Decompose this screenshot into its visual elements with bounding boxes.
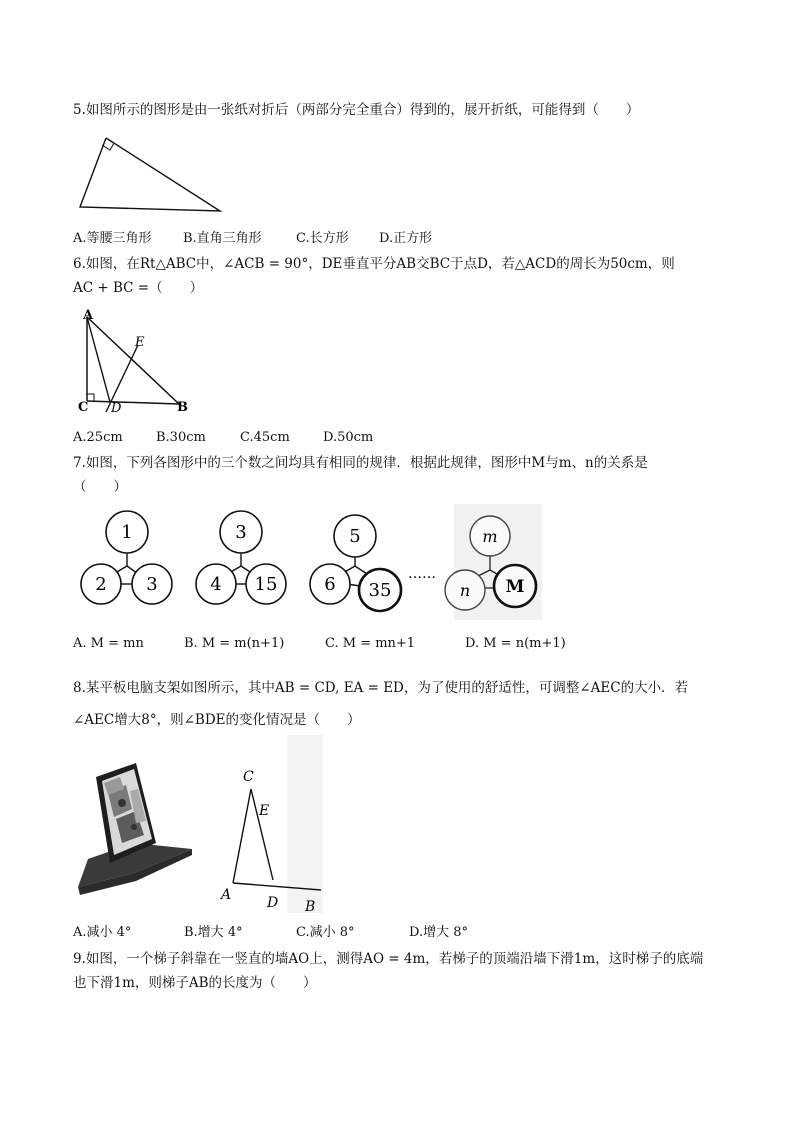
q7-f3-top: 5 (349, 526, 361, 547)
q7-f4-right: M (505, 577, 525, 597)
q6-label-d: D (111, 401, 122, 416)
q7-f2-left: 4 (210, 574, 222, 595)
q7-ellipsis: …… (408, 566, 436, 582)
q7-option-b[interactable]: B. M = m(n+1) (184, 636, 285, 651)
q8-label-e: E (259, 803, 270, 819)
q8-stem-line2: ∠AEC增大8°，则∠BDE的变化情况是（ ） (73, 712, 361, 728)
q7-f3-right: 35 (368, 580, 392, 601)
q7-circles-figure (76, 504, 546, 622)
q8-stem-line1: 8.某平板电脑支架如图所示，其中AB = CD, EA = ED，为了使用的舒适性，可调整∠AEC的大小．若 (73, 680, 689, 696)
q7-figure-2 (196, 511, 286, 604)
q8-label-d: D (267, 895, 279, 911)
q7-option-d[interactable]: D. M = n(m+1) (465, 636, 566, 651)
q9-stem-line1: 9.如图，一个梯子斜靠在一竖直的墙AO上，测得AO = 4m，若梯子的顶端沿墙下滑1m，这时梯子的底端 (73, 951, 704, 967)
q7-f1-left: 2 (95, 574, 107, 595)
q6-option-d[interactable]: D.50cm (323, 430, 374, 445)
q8-label-a: A (221, 887, 232, 903)
q6-label-b: B (177, 400, 188, 415)
q6-option-a[interactable]: A.25cm (73, 430, 123, 445)
q5-right-triangle-figure (74, 132, 234, 218)
q5-stem: 5.如图所示的图形是由一张纸对折后（两部分完全重合）得到的，展开折纸，可能得到（ ） (73, 102, 640, 118)
q7-f4-top: m (482, 527, 498, 546)
q8-scan-panel (287, 735, 323, 913)
q8-tablet-stand-photo (74, 755, 196, 905)
q6-option-c[interactable]: C.45cm (240, 430, 290, 445)
q7-f3-left: 6 (324, 574, 336, 595)
q7-option-a[interactable]: A. M = mn (73, 636, 144, 651)
q7-figure-3 (310, 515, 401, 611)
q7-option-c[interactable]: C. M = mn+1 (325, 636, 416, 651)
q8-label-c: C (243, 769, 254, 785)
q5-option-d[interactable]: D.正方形 (379, 231, 433, 246)
q5-option-b[interactable]: B.直角三角形 (183, 231, 262, 246)
q6-triangle-figure (73, 305, 198, 417)
q8-geometry-figure (215, 735, 325, 915)
q5-option-a[interactable]: A.等腰三角形 (73, 231, 152, 246)
q6-label-a: A (83, 308, 94, 323)
q7-stem-line2: （ ） (73, 479, 127, 495)
q6-option-b[interactable]: B.30cm (156, 430, 206, 445)
q7-f2-right: 15 (254, 574, 278, 595)
q7-figure-1 (81, 511, 172, 604)
q6-label-e: E (135, 335, 145, 350)
q8-option-b[interactable]: B.增大 4° (184, 925, 243, 940)
q7-f4-left: n (459, 581, 471, 600)
q6-stem-line2: AC + BC =（ ） (73, 280, 204, 296)
q8-option-c[interactable]: C.减小 8° (296, 925, 355, 940)
q8-option-d[interactable]: D.增大 8° (409, 925, 468, 940)
q7-f2-top: 3 (235, 522, 247, 543)
q8-label-b: B (305, 899, 316, 915)
q7-f1-top: 1 (121, 522, 133, 543)
q9-stem-line2: 也下滑1m，则梯子AB的长度为（ ） (73, 975, 317, 991)
q6-label-c: C (78, 400, 89, 415)
q6-stem-line1: 6.如图，在Rt△ABC中，∠ACB = 90°，DE垂直平分AB交BC于点D，若△ACD的周长为50cm，则 (73, 256, 675, 272)
q5-option-c[interactable]: C.长方形 (296, 231, 349, 246)
q7-stem-line1: 7.如图，下列各图形中的三个数之间均具有相同的规律．根据此规律，图形中M与m、n的关系是 (73, 455, 648, 471)
q8-option-a[interactable]: A.减小 4° (73, 925, 132, 940)
q7-f1-right: 3 (146, 574, 158, 595)
